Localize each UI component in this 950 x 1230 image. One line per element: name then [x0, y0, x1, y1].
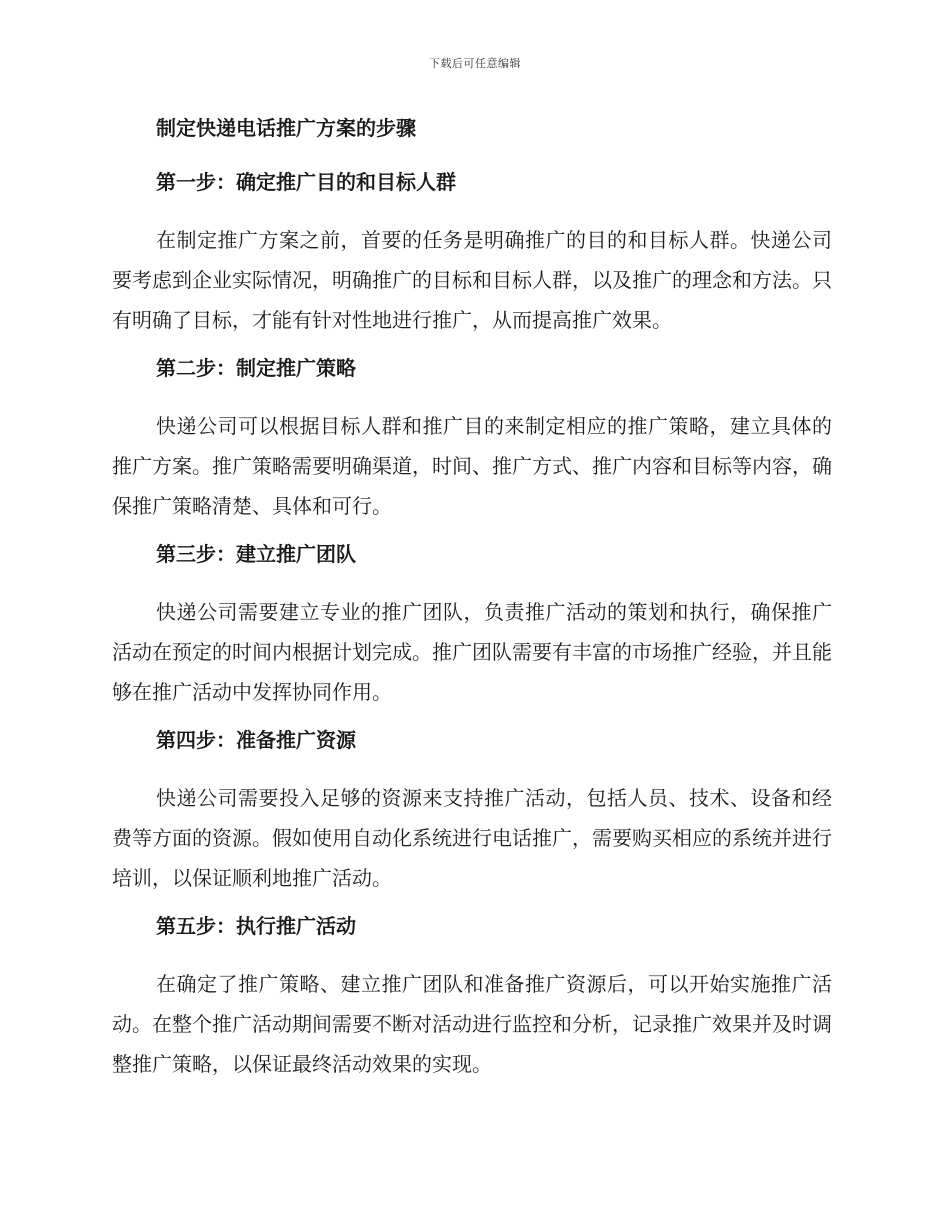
step-heading: 第二步：制定推广策略 [156, 356, 356, 380]
step-section-2 [112, 352, 832, 526]
step-section-3 [112, 538, 832, 712]
step-heading: 第一步：确定推广目的和目标人群 [156, 170, 456, 194]
document-title: 制定快递电话推广方案的步骤 [156, 116, 416, 140]
step-heading: 第四步：准备推广资源 [156, 728, 356, 752]
step-heading: 第三步：建立推广团队 [156, 542, 356, 566]
step-paragraph: 快递公司需要投入足够的资源来支持推广活动，包括人员、技术、设备和经费等方面的资源。假如使用自动化系统进行电话推广，需要购买相应的系统并进行培训，以保证顺利地推广活动。 [112, 786, 832, 890]
page-header-note: 下载后可任意编辑 [429, 57, 521, 70]
step-paragraph: 在制定推广方案之前，首要的任务是明确推广的目的和目标人群。快递公司要考虑到企业实际情况，明确推广的目标和目标人群，以及推广的理念和方法。只有明确了目标，才能有针对性地进行推广，从而提高推广效果。 [112, 228, 832, 332]
step-section-4 [112, 724, 832, 898]
step-heading: 第五步：执行推广活动 [156, 914, 356, 938]
step-paragraph: 快递公司可以根据目标人群和推广目的来制定相应的推广策略，建立具体的推广方案。推广策略需要明确渠道，时间、推广方式、推广内容和目标等内容，确保推广策略清楚、具体和可行。 [112, 414, 832, 518]
document-body [112, 112, 832, 1096]
step-section-5 [112, 910, 832, 1084]
step-section-1 [112, 166, 832, 340]
step-paragraph: 在确定了推广策略、建立推广团队和准备推广资源后，可以开始实施推广活动。在整个推广活动期间需要不断对活动进行监控和分析，记录推广效果并及时调整推广策略，以保证最终活动效果的实现。 [112, 972, 832, 1076]
step-paragraph: 快递公司需要建立专业的推广团队，负责推广活动的策划和执行，确保推广活动在预定的时间内根据计划完成。推广团队需要有丰富的市场推广经验，并且能够在推广活动中发挥协同作用。 [112, 600, 832, 704]
